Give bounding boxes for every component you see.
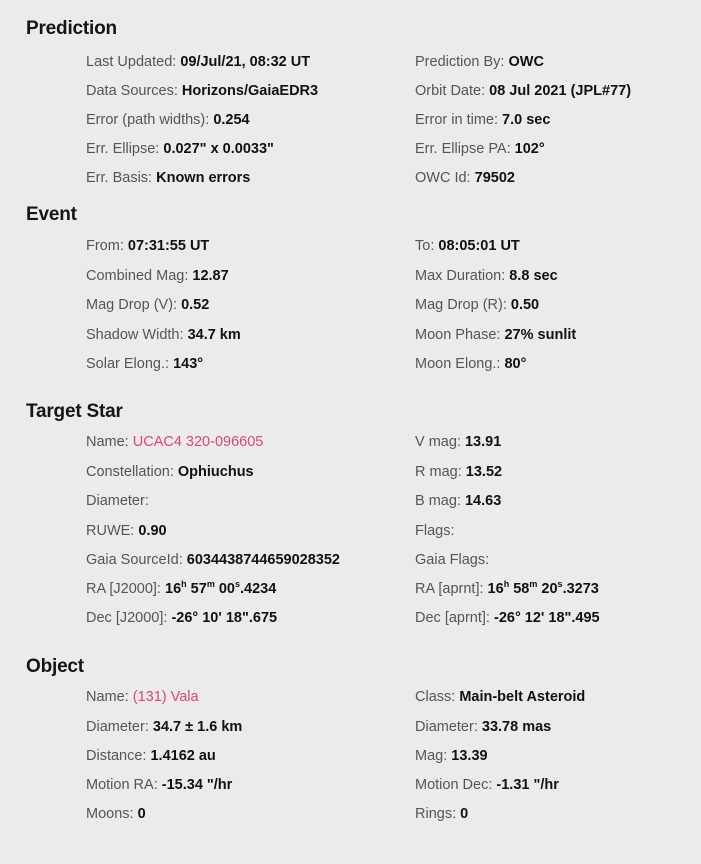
distance-label: Distance:: [86, 748, 147, 764]
b-mag-label: B mag:: [415, 493, 461, 509]
prediction-row: [0, 109, 701, 131]
owc-id-value: 79502: [474, 170, 515, 186]
r-mag-label: R mag:: [415, 464, 462, 480]
star-row: [0, 461, 701, 483]
object-mag-value: 13.39: [451, 748, 488, 764]
object-mag-label: Mag:: [415, 748, 448, 764]
prediction-by-label: Prediction By:: [415, 54, 505, 70]
max-duration-label: Max Duration:: [415, 268, 506, 284]
object-row: [0, 803, 701, 825]
section-title-target-star: Target Star: [26, 401, 123, 422]
star-diameter-label: Diameter:: [86, 493, 149, 509]
err-basis-label: Err. Basis:: [86, 170, 153, 186]
to-value: 08:05:01 UT: [438, 238, 520, 254]
dec-j2000-value: -26° 10' 18".675: [171, 610, 278, 626]
ruwe-label: RUWE:: [86, 523, 135, 539]
section-title-prediction: Prediction: [26, 18, 117, 39]
ra-aprnt-label: RA [aprnt]:: [415, 581, 484, 597]
ra-j2000-value: 16$^h$ 57$^m$ 00$^s$.4234: [165, 579, 277, 597]
mag-drop-r-label: Mag Drop (R):: [415, 297, 507, 313]
shadow-width-value: 34.7 km: [187, 327, 241, 343]
star-name-label: Name:: [86, 434, 129, 450]
dec-j2000-label: Dec [J2000]:: [86, 610, 168, 626]
distance-value: 1.4162 au: [150, 748, 216, 764]
motion-dec-label: Motion Dec:: [415, 777, 493, 793]
err-ellipse-value: 0.027" x 0.0033": [163, 141, 274, 157]
combined-mag-label: Combined Mag:: [86, 268, 189, 284]
dec-aprnt-value: -26° 12' 18".495: [493, 610, 600, 626]
error-path-label: Error (path widths):: [86, 112, 210, 128]
event-row: [0, 235, 701, 257]
gaia-flags-label: Gaia Flags:: [415, 552, 490, 568]
prediction-row: [0, 138, 701, 160]
object-name-link[interactable]: (131) Vala: [132, 689, 199, 705]
orbit-date-label: Orbit Date:: [415, 83, 486, 99]
last-updated-value: 09/Jul/21, 08:32 UT: [180, 54, 311, 70]
data-sources-label: Data Sources:: [86, 83, 178, 99]
mag-drop-v-value: 0.52: [181, 297, 210, 313]
star-row: [0, 607, 701, 629]
last-updated-label: Last Updated:: [86, 54, 177, 70]
err-ellipse-label: Err. Ellipse:: [86, 141, 160, 157]
object-row: [0, 686, 701, 708]
data-sources-value: Horizons/GaiaEDR3: [181, 83, 319, 99]
moon-elong-value: 80°: [504, 356, 527, 372]
moons-label: Moons:: [86, 806, 134, 822]
rings-value: 0: [460, 806, 469, 822]
star-row: [0, 520, 701, 542]
err-basis-value: Known errors: [156, 170, 251, 186]
object-row: [0, 774, 701, 796]
moon-elong-label: Moon Elong.:: [415, 356, 501, 372]
flags-label: Flags:: [415, 523, 455, 539]
class-label: Class:: [415, 689, 456, 705]
moons-value: 0: [137, 806, 146, 822]
motion-ra-label: Motion RA:: [86, 777, 158, 793]
from-value: 07:31:55 UT: [127, 238, 210, 254]
owc-id-label: OWC Id:: [415, 170, 471, 186]
combined-mag-value: 12.87: [192, 268, 229, 284]
prediction-by-value: OWC: [508, 54, 544, 70]
moon-phase-value: 27% sunlit: [504, 327, 577, 343]
star-row: [0, 578, 701, 600]
section-title-object: Object: [26, 656, 84, 677]
event-row: [0, 294, 701, 316]
shadow-width-label: Shadow Width:: [86, 327, 184, 343]
error-path-value: 0.254: [213, 112, 250, 128]
to-label: To:: [415, 238, 435, 254]
star-name-link[interactable]: UCAC4 320-096605: [132, 434, 264, 450]
star-row: [0, 549, 701, 571]
ruwe-value: 0.90: [138, 523, 167, 539]
event-row: [0, 353, 701, 375]
error-time-label: Error in time:: [415, 112, 498, 128]
mag-drop-r-value: 0.50: [510, 297, 540, 313]
rings-label: Rings:: [415, 806, 457, 822]
prediction-row: [0, 167, 701, 189]
event-row: [0, 265, 701, 287]
star-row: [0, 490, 701, 512]
gaia-sourceid-label: Gaia SourceId:: [86, 552, 183, 568]
object-row: [0, 716, 701, 738]
motion-ra-value: -15.34 "/hr: [161, 777, 233, 793]
motion-dec-value: -1.31 "/hr: [496, 777, 559, 793]
max-duration-value: 8.8 sec: [509, 268, 558, 284]
star-row: [0, 431, 701, 453]
moon-phase-label: Moon Phase:: [415, 327, 501, 343]
constellation-label: Constellation:: [86, 464, 174, 480]
v-mag-value: 13.91: [464, 434, 502, 450]
prediction-row: [0, 51, 701, 73]
v-mag-label: V mag:: [415, 434, 461, 450]
object-row: [0, 745, 701, 767]
orbit-jpl-ref: (JPL#77): [570, 83, 632, 99]
ra-j2000-label: RA [J2000]:: [86, 581, 161, 597]
solar-elong-label: Solar Elong.:: [86, 356, 170, 372]
dec-aprnt-label: Dec [aprnt]:: [415, 610, 490, 626]
object-diameter-km-value: 34.7 ± 1.6 km: [152, 719, 243, 735]
err-ellipse-pa-value: 102°: [514, 141, 545, 157]
object-name-label: Name:: [86, 689, 129, 705]
section-title-event: Event: [26, 204, 77, 225]
error-time-value: 7.0 sec: [502, 112, 551, 128]
ra-aprnt-value: 16$^h$ 58$^m$ 20$^s$.3273: [487, 579, 599, 597]
event-row: [0, 324, 701, 346]
gaia-sourceid-value: 6034438744659028352: [186, 552, 340, 568]
r-mag-value: 13.52: [465, 464, 503, 480]
b-mag-value: 14.63: [464, 493, 502, 509]
object-diameter-mas-label: Diameter:: [415, 719, 478, 735]
class-value: Main-belt Asteroid: [459, 689, 586, 705]
constellation-value: Ophiuchus: [177, 464, 254, 480]
object-diameter-mas-value: 33.78 mas: [481, 719, 552, 735]
err-ellipse-pa-label: Err. Ellipse PA:: [415, 141, 511, 157]
from-label: From:: [86, 238, 124, 254]
mag-drop-v-label: Mag Drop (V):: [86, 297, 178, 313]
prediction-row: [0, 80, 701, 102]
solar-elong-value: 143°: [173, 356, 204, 372]
orbit-date-value: 08 Jul 2021: [489, 83, 567, 99]
object-diameter-km-label: Diameter:: [86, 719, 149, 735]
